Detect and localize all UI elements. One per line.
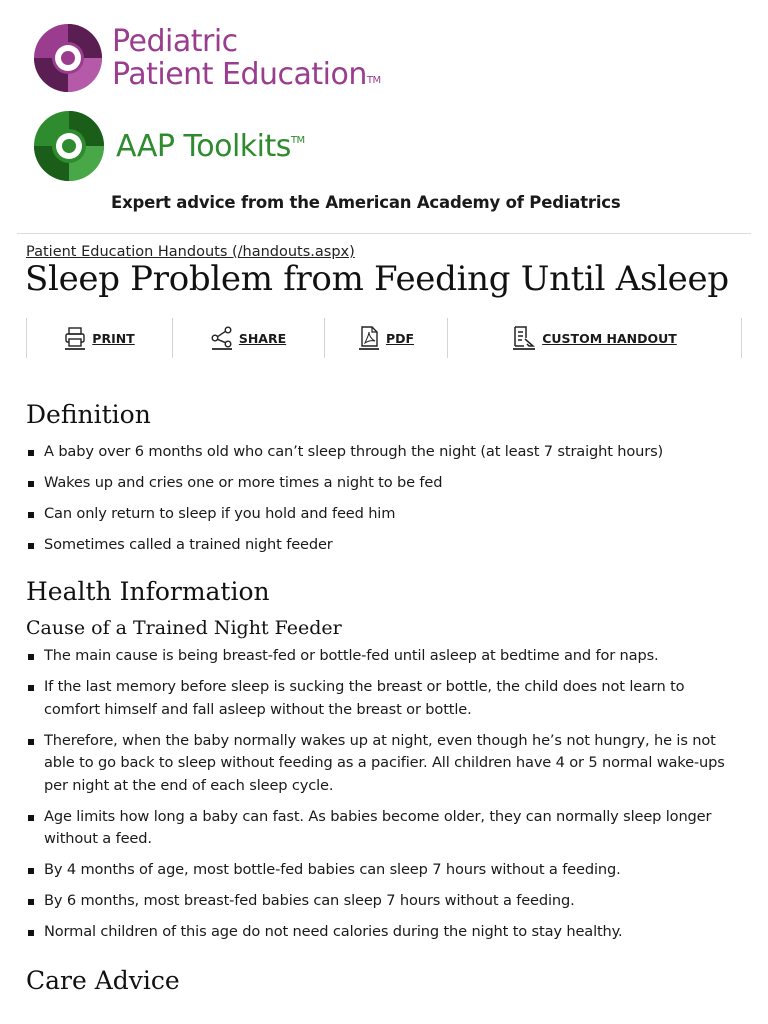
ppe-trademark: TM xyxy=(366,75,381,86)
definition-list xyxy=(26,441,742,557)
list-item: By 4 months of age, most bottle-fed babies can sleep 7 hours without a feeding. xyxy=(26,859,742,882)
list-item: If the last memory before sleep is sucking the breast or bottle, the child does not learn to comfort himself and fall asleep without the breast or bottle. xyxy=(26,676,742,721)
list-item: Wakes up and cries one or more times a night to be fed xyxy=(26,472,742,495)
custom-handout-icon xyxy=(512,326,536,350)
health-list xyxy=(26,645,742,944)
list-item: Sometimes called a trained night feeder xyxy=(26,534,742,557)
list-item: Normal children of this age do not need calories during the night to stay healthy. xyxy=(26,921,742,944)
definition-heading: Definition xyxy=(26,400,151,429)
page-title: Sleep Problem from Feeding Until Asleep xyxy=(25,259,729,299)
print-button[interactable] xyxy=(26,318,172,358)
print-label: PRINT xyxy=(92,330,135,346)
breadcrumb-link[interactable]: Patient Education Handouts (/handouts.aspx) xyxy=(26,244,355,260)
health-information-heading: Health Information xyxy=(26,577,270,606)
pdf-button[interactable] xyxy=(324,318,447,358)
list-item: A baby over 6 months old who can’t sleep through the night (at least 7 straight hours) xyxy=(26,441,742,464)
list-item: Can only return to sleep if you hold and feed him xyxy=(26,503,742,526)
ppe-logo xyxy=(32,22,381,94)
list-item: Therefore, when the baby normally wakes up at night, even though he’s not hungry, he is not able to go back to sleep without feeding as a pacifier. All children have 4 or 5 normal wake-ups per night at the end of each sleep cycle. xyxy=(26,730,742,798)
header-divider xyxy=(17,233,751,234)
action-toolbar xyxy=(26,318,742,358)
pdf-label: PDF xyxy=(385,330,415,346)
aap-toolkits-logo xyxy=(32,108,305,184)
aap-trademark: TM xyxy=(290,134,305,146)
pdf-icon xyxy=(358,326,380,350)
ppe-swirl-icon xyxy=(32,22,104,94)
aap-wordmark xyxy=(116,129,305,164)
aap-swirl-icon xyxy=(32,108,106,184)
tagline: Expert advice from the American Academy of Pediatrics xyxy=(111,193,621,212)
list-item: The main cause is being breast-fed or bottle-fed until asleep at bedtime and for naps. xyxy=(26,645,742,668)
aap-name: AAP Toolkits xyxy=(116,128,291,164)
share-label: SHARE xyxy=(238,330,287,346)
custom-handout-button[interactable] xyxy=(447,318,742,358)
list-item: By 6 months, most breast-fed babies can sleep 7 hours without a feeding. xyxy=(26,890,742,913)
cause-subheading: Cause of a Trained Night Feeder xyxy=(26,617,342,639)
care-advice-heading: Care Advice xyxy=(26,966,180,995)
ppe-wordmark xyxy=(112,25,381,91)
custom-handout-label: CUSTOM HANDOUT xyxy=(542,330,677,346)
ppe-line2: Patient Education xyxy=(112,57,367,92)
list-item: Age limits how long a baby can fast. As babies become older, they can normally sleep longer without a feed. xyxy=(26,806,742,851)
share-icon xyxy=(211,326,233,350)
share-button[interactable] xyxy=(172,318,324,358)
ppe-line1: Pediatric xyxy=(112,24,238,59)
print-icon xyxy=(64,326,86,350)
